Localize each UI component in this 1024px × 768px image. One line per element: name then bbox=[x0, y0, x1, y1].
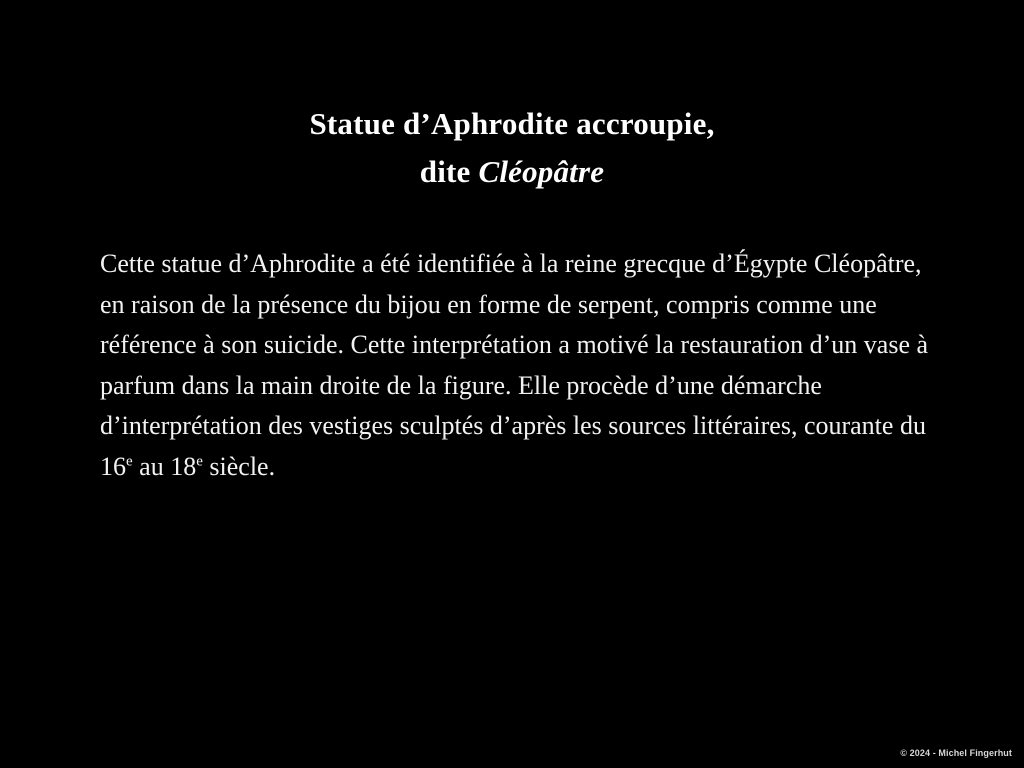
body-text-part3: siècle. bbox=[202, 451, 276, 481]
body-paragraph bbox=[100, 244, 930, 487]
title-line-1: Statue d’Aphrodite accroupie, bbox=[309, 106, 715, 141]
slide-body bbox=[100, 218, 930, 513]
body-text-part2: au 18 bbox=[132, 451, 197, 481]
body-superscript-1: e bbox=[126, 452, 133, 469]
title-line-2-italic: Cléopâtre bbox=[478, 154, 605, 189]
title-line-2 bbox=[0, 148, 1024, 196]
title-line-2-prefix: dite bbox=[419, 154, 479, 189]
slide-title bbox=[0, 100, 1024, 196]
body-superscript-2: e bbox=[196, 452, 203, 469]
body-text-part1: Cette statue d’Aphrodite a été identifiée à la reine grecque d’Égypte Cléopâtre, en raison de la présence du bijou en forme de serpent, compris comme une référence à son suicide. Cette interprétation a motivé la restauration d’un vase à parfum dans la main droite de la figure. Elle procède d’une démarche d’interprétation des vestiges sculptés d’après les sources littéraires, courante du 16 bbox=[100, 249, 929, 481]
copyright-credit: © 2024 - Michel Fingerhut bbox=[900, 748, 1012, 758]
